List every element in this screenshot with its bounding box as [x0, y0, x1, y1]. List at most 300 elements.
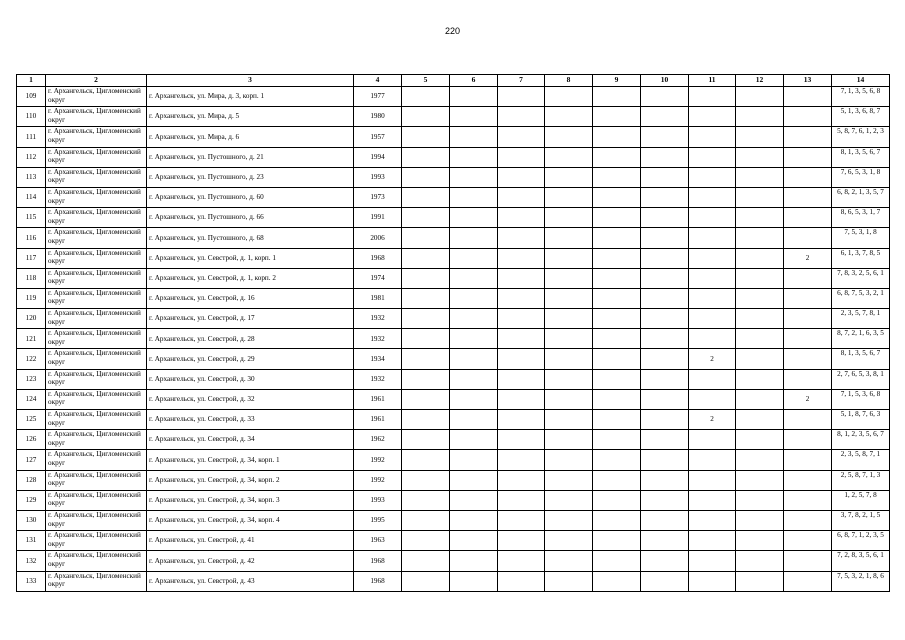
district-cell: г. Архангельск, Цигломенский округ: [46, 228, 147, 248]
col7-cell: [498, 248, 545, 268]
column-header-4: 4: [354, 75, 402, 87]
col6-cell: [450, 510, 498, 530]
col10-cell: [641, 167, 689, 187]
year-cell: 1934: [354, 349, 402, 369]
col11-cell: [689, 87, 736, 107]
col10-cell: [641, 410, 689, 430]
col9-cell: [593, 309, 641, 329]
col12-cell: [736, 127, 784, 147]
col8-cell: [545, 430, 593, 450]
col11-cell: [689, 450, 736, 470]
address-cell: г. Архангельск, ул. Мира, д. 5: [147, 107, 354, 127]
col8-cell: [545, 208, 593, 228]
col8-cell: [545, 349, 593, 369]
col6-cell: [450, 309, 498, 329]
col13-cell: [784, 410, 832, 430]
district-cell: г. Архангельск, Цигломенский округ: [46, 127, 147, 147]
col6-cell: [450, 329, 498, 349]
table-row: [17, 167, 890, 187]
address-cell: г. Архангельск, ул. Севстрой, д. 16: [147, 288, 354, 308]
col9-cell: [593, 551, 641, 571]
col8-cell: [545, 510, 593, 530]
district-cell: г. Архангельск, Цигломенский округ: [46, 167, 147, 187]
col7-cell: [498, 410, 545, 430]
district-cell: г. Архангельск, Цигломенский округ: [46, 410, 147, 430]
col9-cell: [593, 571, 641, 591]
year-cell: 1995: [354, 510, 402, 530]
table-row: [17, 268, 890, 288]
col13-cell: [784, 127, 832, 147]
year-cell: 1993: [354, 490, 402, 510]
district-cell: г. Архангельск, Цигломенский округ: [46, 187, 147, 207]
district-cell: г. Архангельск, Цигломенский округ: [46, 248, 147, 268]
col12-cell: [736, 571, 784, 591]
col14-cell: 5, 1, 3, 6, 8, 7: [832, 107, 890, 127]
col14-cell: 2, 3, 5, 7, 8, 1: [832, 309, 890, 329]
row-number-cell: 124: [17, 389, 46, 409]
col5-cell: [402, 187, 450, 207]
district-cell: г. Архангельск, Цигломенский округ: [46, 208, 147, 228]
district-cell: г. Архангельск, Цигломенский округ: [46, 571, 147, 591]
col8-cell: [545, 288, 593, 308]
col14-cell: 7, 1, 5, 3, 6, 8: [832, 389, 890, 409]
col9-cell: [593, 288, 641, 308]
col5-cell: [402, 107, 450, 127]
col5-cell: [402, 87, 450, 107]
row-number-cell: 121: [17, 329, 46, 349]
row-number-cell: 131: [17, 531, 46, 551]
col14-cell: 6, 8, 2, 1, 3, 5, 7: [832, 187, 890, 207]
col12-cell: [736, 309, 784, 329]
col12-cell: [736, 248, 784, 268]
col6-cell: [450, 369, 498, 389]
year-cell: 1974: [354, 268, 402, 288]
col13-cell: [784, 470, 832, 490]
col12-cell: [736, 268, 784, 288]
col10-cell: [641, 147, 689, 167]
district-cell: г. Архангельск, Цигломенский округ: [46, 470, 147, 490]
col6-cell: [450, 349, 498, 369]
col10-cell: [641, 87, 689, 107]
row-number-cell: 118: [17, 268, 46, 288]
year-cell: 1994: [354, 147, 402, 167]
col7-cell: [498, 167, 545, 187]
col12-cell: [736, 329, 784, 349]
col10-cell: [641, 349, 689, 369]
row-number-cell: 112: [17, 147, 46, 167]
address-cell: г. Архангельск, ул. Севстрой, д. 43: [147, 571, 354, 591]
col5-cell: [402, 349, 450, 369]
district-cell: г. Архангельск, Цигломенский округ: [46, 147, 147, 167]
district-cell: г. Архангельск, Цигломенский округ: [46, 87, 147, 107]
col6-cell: [450, 187, 498, 207]
col7-cell: [498, 450, 545, 470]
table-body: [17, 87, 890, 592]
col5-cell: [402, 167, 450, 187]
table-row: [17, 208, 890, 228]
district-cell: г. Архангельск, Цигломенский округ: [46, 268, 147, 288]
col8-cell: [545, 551, 593, 571]
col6-cell: [450, 208, 498, 228]
year-cell: 1993: [354, 167, 402, 187]
col5-cell: [402, 288, 450, 308]
year-cell: 1980: [354, 107, 402, 127]
col5-cell: [402, 329, 450, 349]
col8-cell: [545, 369, 593, 389]
row-number-cell: 125: [17, 410, 46, 430]
col7-cell: [498, 147, 545, 167]
address-cell: г. Архангельск, ул. Севстрой, д. 42: [147, 551, 354, 571]
col9-cell: [593, 208, 641, 228]
address-cell: г. Архангельск, ул. Пустошного, д. 60: [147, 187, 354, 207]
district-cell: г. Архангельск, Цигломенский округ: [46, 450, 147, 470]
district-cell: г. Архангельск, Цигломенский округ: [46, 551, 147, 571]
col6-cell: [450, 389, 498, 409]
address-cell: г. Архангельск, ул. Севстрой, д. 28: [147, 329, 354, 349]
col14-cell: 5, 1, 8, 7, 6, 3: [832, 410, 890, 430]
col6-cell: [450, 167, 498, 187]
col12-cell: [736, 531, 784, 551]
column-header-14: 14: [832, 75, 890, 87]
col5-cell: [402, 571, 450, 591]
row-number-cell: 116: [17, 228, 46, 248]
col8-cell: [545, 329, 593, 349]
col6-cell: [450, 268, 498, 288]
col8-cell: [545, 309, 593, 329]
col9-cell: [593, 127, 641, 147]
col8-cell: [545, 571, 593, 591]
address-cell: г. Архангельск, ул. Севстрой, д. 32: [147, 389, 354, 409]
col14-cell: 8, 6, 5, 3, 1, 7: [832, 208, 890, 228]
row-number-cell: 122: [17, 349, 46, 369]
col5-cell: [402, 450, 450, 470]
col8-cell: [545, 107, 593, 127]
table-row: [17, 309, 890, 329]
district-cell: г. Архангельск, Цигломенский округ: [46, 288, 147, 308]
col6-cell: [450, 450, 498, 470]
col12-cell: [736, 107, 784, 127]
table-row: [17, 470, 890, 490]
year-cell: 1932: [354, 369, 402, 389]
col6-cell: [450, 430, 498, 450]
table-row: [17, 551, 890, 571]
col7-cell: [498, 349, 545, 369]
table-row: [17, 490, 890, 510]
col7-cell: [498, 107, 545, 127]
col7-cell: [498, 208, 545, 228]
col10-cell: [641, 450, 689, 470]
col10-cell: [641, 430, 689, 450]
col12-cell: [736, 187, 784, 207]
col13-cell: [784, 571, 832, 591]
column-header-3: 3: [147, 75, 354, 87]
col13-cell: [784, 450, 832, 470]
col7-cell: [498, 288, 545, 308]
row-number-cell: 115: [17, 208, 46, 228]
col14-cell: 8, 1, 3, 5, 6, 7: [832, 147, 890, 167]
col11-cell: [689, 531, 736, 551]
col14-cell: 7, 2, 8, 3, 5, 6, 1: [832, 551, 890, 571]
col13-cell: [784, 551, 832, 571]
col10-cell: [641, 309, 689, 329]
col7-cell: [498, 531, 545, 551]
col5-cell: [402, 268, 450, 288]
col13-cell: 2: [784, 248, 832, 268]
col5-cell: [402, 369, 450, 389]
year-cell: 1932: [354, 309, 402, 329]
row-number-cell: 128: [17, 470, 46, 490]
year-cell: 1973: [354, 187, 402, 207]
col13-cell: [784, 167, 832, 187]
col6-cell: [450, 127, 498, 147]
col14-cell: 8, 1, 2, 3, 5, 6, 7: [832, 430, 890, 450]
table-row: [17, 389, 890, 409]
year-cell: 1968: [354, 248, 402, 268]
col9-cell: [593, 450, 641, 470]
column-header-10: 10: [641, 75, 689, 87]
column-header-1: 1: [17, 75, 46, 87]
table-row: [17, 107, 890, 127]
year-cell: 1961: [354, 389, 402, 409]
year-cell: 1992: [354, 450, 402, 470]
col6-cell: [450, 470, 498, 490]
col13-cell: [784, 208, 832, 228]
col13-cell: [784, 329, 832, 349]
col7-cell: [498, 510, 545, 530]
col7-cell: [498, 329, 545, 349]
col6-cell: [450, 107, 498, 127]
row-number-cell: 132: [17, 551, 46, 571]
col12-cell: [736, 450, 784, 470]
col10-cell: [641, 268, 689, 288]
year-cell: 1992: [354, 470, 402, 490]
col12-cell: [736, 349, 784, 369]
col9-cell: [593, 107, 641, 127]
col7-cell: [498, 551, 545, 571]
col11-cell: [689, 268, 736, 288]
col9-cell: [593, 510, 641, 530]
table-row: [17, 288, 890, 308]
year-cell: 1991: [354, 208, 402, 228]
col9-cell: [593, 470, 641, 490]
address-cell: г. Архангельск, ул. Пустошного, д. 23: [147, 167, 354, 187]
col12-cell: [736, 147, 784, 167]
district-cell: г. Архангельск, Цигломенский округ: [46, 329, 147, 349]
col11-cell: [689, 167, 736, 187]
col7-cell: [498, 571, 545, 591]
col11-cell: [689, 309, 736, 329]
col12-cell: [736, 288, 784, 308]
col6-cell: [450, 228, 498, 248]
col7-cell: [498, 228, 545, 248]
column-header-8: 8: [545, 75, 593, 87]
row-number-cell: 129: [17, 490, 46, 510]
address-cell: г. Архангельск, ул. Пустошного, д. 66: [147, 208, 354, 228]
col8-cell: [545, 147, 593, 167]
row-number-cell: 126: [17, 430, 46, 450]
col6-cell: [450, 288, 498, 308]
col9-cell: [593, 87, 641, 107]
table-row: [17, 369, 890, 389]
col8-cell: [545, 268, 593, 288]
col12-cell: [736, 470, 784, 490]
district-cell: г. Архангельск, Цигломенский округ: [46, 430, 147, 450]
district-cell: г. Архангельск, Цигломенский округ: [46, 389, 147, 409]
year-cell: 2006: [354, 228, 402, 248]
col13-cell: [784, 309, 832, 329]
col10-cell: [641, 389, 689, 409]
col8-cell: [545, 470, 593, 490]
col14-cell: 6, 1, 3, 7, 8, 5: [832, 248, 890, 268]
col12-cell: [736, 430, 784, 450]
row-number-cell: 130: [17, 510, 46, 530]
col11-cell: [689, 147, 736, 167]
col8-cell: [545, 127, 593, 147]
district-cell: г. Архангельск, Цигломенский округ: [46, 510, 147, 530]
table-row: [17, 248, 890, 268]
col5-cell: [402, 309, 450, 329]
table-row: [17, 87, 890, 107]
column-header-5: 5: [402, 75, 450, 87]
col14-cell: 7, 6, 5, 3, 1, 8: [832, 167, 890, 187]
col9-cell: [593, 228, 641, 248]
col5-cell: [402, 127, 450, 147]
col8-cell: [545, 389, 593, 409]
col12-cell: [736, 167, 784, 187]
col6-cell: [450, 551, 498, 571]
district-cell: г. Архангельск, Цигломенский округ: [46, 349, 147, 369]
address-cell: г. Архангельск, ул. Севстрой, д. 41: [147, 531, 354, 551]
col14-cell: 2, 5, 8, 7, 1, 3: [832, 470, 890, 490]
row-number-cell: 133: [17, 571, 46, 591]
col10-cell: [641, 107, 689, 127]
col12-cell: [736, 410, 784, 430]
col14-cell: 7, 5, 3, 1, 8: [832, 228, 890, 248]
col13-cell: [784, 531, 832, 551]
district-cell: г. Архангельск, Цигломенский округ: [46, 107, 147, 127]
col11-cell: [689, 389, 736, 409]
col10-cell: [641, 329, 689, 349]
column-header-6: 6: [450, 75, 498, 87]
col13-cell: [784, 228, 832, 248]
row-number-cell: 117: [17, 248, 46, 268]
row-number-cell: 109: [17, 87, 46, 107]
col11-cell: [689, 187, 736, 207]
column-header-9: 9: [593, 75, 641, 87]
col12-cell: [736, 369, 784, 389]
col10-cell: [641, 248, 689, 268]
col10-cell: [641, 228, 689, 248]
col12-cell: [736, 208, 784, 228]
column-header-2: 2: [46, 75, 147, 87]
col7-cell: [498, 490, 545, 510]
col13-cell: [784, 349, 832, 369]
col5-cell: [402, 551, 450, 571]
col11-cell: [689, 551, 736, 571]
year-cell: 1962: [354, 430, 402, 450]
col9-cell: [593, 430, 641, 450]
col13-cell: [784, 490, 832, 510]
col7-cell: [498, 369, 545, 389]
table-row: [17, 571, 890, 591]
col8-cell: [545, 410, 593, 430]
col11-cell: [689, 127, 736, 147]
address-cell: г. Архангельск, ул. Севстрой, д. 17: [147, 309, 354, 329]
column-header-12: 12: [736, 75, 784, 87]
col14-cell: 8, 1, 3, 5, 6, 7: [832, 349, 890, 369]
col11-cell: [689, 248, 736, 268]
table-row: [17, 228, 890, 248]
col11-cell: [689, 430, 736, 450]
address-cell: г. Архангельск, ул. Севстрой, д. 34: [147, 430, 354, 450]
col14-cell: 5, 8, 7, 6, 1, 2, 3: [832, 127, 890, 147]
table-row: [17, 510, 890, 530]
col8-cell: [545, 228, 593, 248]
col13-cell: [784, 430, 832, 450]
col6-cell: [450, 87, 498, 107]
col13-cell: [784, 510, 832, 530]
col12-cell: [736, 389, 784, 409]
col12-cell: [736, 551, 784, 571]
col11-cell: [689, 510, 736, 530]
col7-cell: [498, 87, 545, 107]
col7-cell: [498, 470, 545, 490]
col10-cell: [641, 551, 689, 571]
address-cell: г. Архангельск, ул. Пустошного, д. 68: [147, 228, 354, 248]
address-cell: г. Архангельск, ул. Севстрой, д. 29: [147, 349, 354, 369]
table-row: [17, 329, 890, 349]
col8-cell: [545, 87, 593, 107]
col11-cell: [689, 490, 736, 510]
col10-cell: [641, 369, 689, 389]
year-cell: 1981: [354, 288, 402, 308]
address-cell: г. Архангельск, ул. Пустошного, д. 21: [147, 147, 354, 167]
col12-cell: [736, 490, 784, 510]
col12-cell: [736, 510, 784, 530]
col7-cell: [498, 268, 545, 288]
address-cell: г. Архангельск, ул. Севстрой, д. 30: [147, 369, 354, 389]
col9-cell: [593, 329, 641, 349]
col9-cell: [593, 349, 641, 369]
address-cell: г. Архангельск, ул. Севстрой, д. 1, корп. 1: [147, 248, 354, 268]
year-cell: 1963: [354, 531, 402, 551]
col9-cell: [593, 268, 641, 288]
year-cell: 1968: [354, 571, 402, 591]
col9-cell: [593, 369, 641, 389]
col14-cell: 6, 8, 7, 5, 3, 2, 1: [832, 288, 890, 308]
col5-cell: [402, 470, 450, 490]
col13-cell: [784, 147, 832, 167]
year-cell: 1957: [354, 127, 402, 147]
table-row: [17, 531, 890, 551]
col5-cell: [402, 208, 450, 228]
col13-cell: [784, 268, 832, 288]
row-number-cell: 111: [17, 127, 46, 147]
col14-cell: 1, 2, 5, 7, 8: [832, 490, 890, 510]
col11-cell: [689, 288, 736, 308]
col11-cell: [689, 369, 736, 389]
table-row: [17, 410, 890, 430]
table-row: [17, 127, 890, 147]
col9-cell: [593, 248, 641, 268]
district-cell: г. Архангельск, Цигломенский округ: [46, 369, 147, 389]
col12-cell: [736, 87, 784, 107]
col11-cell: [689, 107, 736, 127]
col14-cell: 7, 5, 3, 2, 1, 8, 6: [832, 571, 890, 591]
col10-cell: [641, 470, 689, 490]
col11-cell: [689, 329, 736, 349]
col10-cell: [641, 187, 689, 207]
